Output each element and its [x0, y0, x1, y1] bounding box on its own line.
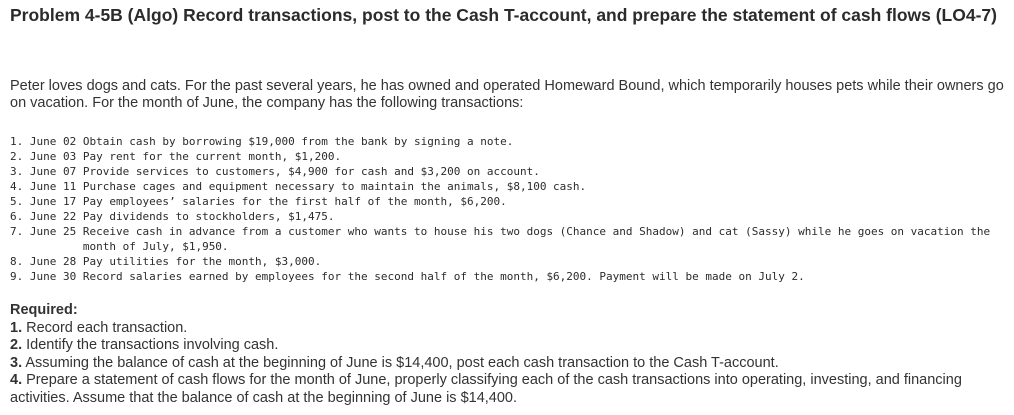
transaction-text: Pay dividends to stockholders, $1,475.: [82, 210, 335, 223]
required-item: [10, 337, 1004, 355]
transaction-item: [10, 134, 1004, 149]
transaction-date: June 03: [29, 150, 77, 163]
transaction-date: June 28: [29, 255, 77, 268]
transaction-number: 5.: [10, 195, 24, 208]
required-item-number: 1.: [10, 319, 23, 336]
transaction-text: Record salaries earned by employees for the second half of the month, $6,200. Payment will be made on July 2.: [82, 270, 805, 283]
transaction-item: [10, 179, 1004, 194]
transaction-item: [10, 194, 1004, 209]
transaction-text: Purchase cages and equipment necessary to maintain the animals, $8,100 cash.: [82, 180, 587, 193]
required-item: [10, 355, 1004, 373]
transaction-text: Pay rent for the current month, $1,200.: [82, 150, 342, 163]
transaction-date: June 22: [29, 210, 77, 223]
transaction-date: June 11: [29, 180, 77, 193]
problem-title: Problem 4-5B (Algo) Record transactions, post to the Cash T-account, and prepare the statement of cash flows (LO4-7): [10, 5, 997, 25]
required-item: [10, 372, 1004, 407]
transaction-number: 1.: [10, 135, 24, 148]
transaction-item: [10, 269, 1004, 284]
transaction-number: 6.: [10, 210, 24, 223]
transaction-number: 2.: [10, 150, 24, 163]
transaction-item: [10, 224, 1004, 254]
transaction-item: [10, 254, 1004, 269]
required-item: [10, 320, 1004, 338]
transaction-date: June 07: [29, 165, 77, 178]
transaction-date: June 30: [29, 270, 77, 283]
transaction-item: [10, 209, 1004, 224]
transaction-date: June 17: [29, 195, 77, 208]
required-item-number: 3.: [10, 354, 23, 371]
transaction-text: Pay utilities for the month, $3,000.: [82, 255, 322, 268]
required-item-number: 4.: [10, 372, 23, 388]
required-item-text: Prepare a statement of cash flows for the month of June, properly classifying each of the cash transactions into operating, investing, and financing activities. Assume that the balance of cash at the beginning of June is $14,400.: [10, 372, 962, 406]
transaction-item: [10, 149, 1004, 164]
required-item-text: Record each transaction.: [26, 319, 188, 336]
transaction-number: 3.: [10, 165, 24, 178]
required-item-text: Assuming the balance of cash at the beginning of June is $14,400, post each cash transaction to the Cash T-account.: [25, 354, 779, 371]
required-heading: Required:: [10, 302, 78, 318]
transaction-list: [10, 134, 1004, 284]
transaction-number: 8.: [10, 255, 24, 268]
required-item-text: Identify the transactions involving cash.: [26, 337, 279, 353]
transaction-date: June 25: [29, 225, 77, 238]
transaction-text: Obtain cash by borrowing $19,000 from the bank by signing a note.: [82, 135, 514, 148]
transaction-text: Receive cash in advance from a customer who wants to house his two dogs (Chance and Shadow) and cat (Sassy) while he goes on vacation the month of July, $1,950.: [82, 225, 991, 253]
required-item-number: 2.: [10, 337, 23, 353]
required-list: [10, 320, 1004, 408]
required-section: [10, 302, 1004, 407]
problem-intro: Peter loves dogs and cats. For the past several years, he has owned and operated Homeward Bound, which temporarily houses pets while their owners go on vacation. For the month of June, the company has the following transactions:: [10, 78, 1004, 111]
transaction-date: June 02: [29, 135, 77, 148]
transaction-number: 4.: [10, 180, 24, 193]
transaction-number: 9.: [10, 270, 24, 283]
transaction-text: Pay employees’ salaries for the first half of the month, $6,200.: [82, 195, 507, 208]
transaction-number: 7.: [10, 225, 24, 238]
transaction-text: Provide services to customers, $4,900 for cash and $3,200 on account.: [82, 165, 540, 178]
transaction-item: [10, 164, 1004, 179]
